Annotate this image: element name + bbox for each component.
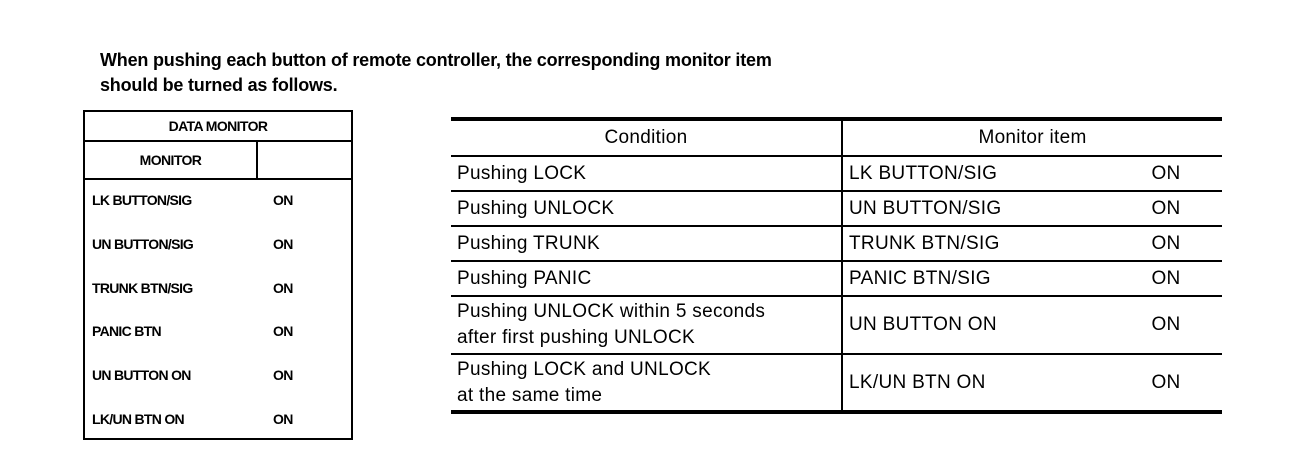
monitor-item-name: PANIC BTN (92, 323, 161, 340)
monitor-item-cell: LK/UN BTN ON (842, 354, 1151, 412)
condition-cell: Pushing TRUNK (451, 226, 842, 261)
data-monitor-header (85, 142, 351, 180)
table-row (451, 156, 1222, 191)
monitor-item-value: ON (273, 323, 293, 340)
monitor-value-cell: ON (1151, 296, 1222, 354)
monitor-row (85, 397, 351, 441)
monitor-item-cell: UN BUTTON ON (842, 296, 1151, 354)
monitor-item-value: ON (273, 367, 293, 384)
condition-line-2: at the same time (457, 384, 603, 406)
monitor-row (85, 266, 351, 310)
intro-line-2: should be turned as follows. (100, 75, 338, 95)
table-row (451, 261, 1222, 296)
monitor-column-label: MONITOR (85, 142, 258, 178)
monitor-value-cell: ON (1151, 156, 1222, 191)
monitor-item-cell: PANIC BTN/SIG (842, 261, 1151, 296)
monitor-row (85, 353, 351, 397)
condition-line-1: Pushing LOCK and UNLOCK (457, 358, 712, 380)
monitor-item-name: LK/UN BTN ON (92, 410, 184, 427)
monitor-value-cell: ON (1151, 226, 1222, 261)
monitor-item-cell: LK BUTTON/SIG (842, 156, 1151, 191)
condition-cell: Pushing LOCK (451, 156, 842, 191)
data-monitor-screen (83, 110, 353, 440)
monitor-item-name: TRUNK BTN/SIG (92, 279, 193, 296)
monitor-item-value: ON (273, 192, 293, 208)
condition-line-2: after first pushing UNLOCK (457, 327, 695, 348)
monitor-item-cell: UN BUTTON/SIG (842, 191, 1151, 226)
table-row (451, 226, 1222, 261)
data-monitor-rows (85, 178, 351, 441)
condition-column-header: Condition (451, 119, 842, 156)
condition-line-1: Pushing UNLOCK within 5 seconds (457, 301, 766, 322)
condition-cell: Pushing PANIC (451, 261, 842, 296)
monitor-item-value: ON (273, 235, 293, 252)
monitor-row (85, 222, 351, 266)
condition-cell (451, 354, 842, 412)
monitor-row (85, 309, 351, 353)
table-header-row (451, 119, 1222, 156)
monitor-item-name: LK BUTTON/SIG (92, 192, 192, 208)
monitor-value-cell: ON (1151, 261, 1222, 296)
condition-cell (451, 296, 842, 354)
monitor-item-name: UN BUTTON ON (92, 367, 191, 384)
monitor-value-cell: ON (1151, 191, 1222, 226)
condition-cell: Pushing UNLOCK (451, 191, 842, 226)
monitor-item-cell: TRUNK BTN/SIG (842, 226, 1151, 261)
table-row (451, 191, 1222, 226)
monitor-row (85, 178, 351, 222)
monitor-item-name: UN BUTTON/SIG (92, 235, 194, 252)
data-monitor-title: DATA MONITOR (85, 112, 351, 142)
intro-text (100, 48, 1000, 98)
monitor-item-column-header: Monitor item (842, 119, 1222, 156)
monitor-item-value: ON (273, 410, 293, 427)
table-row (451, 354, 1222, 412)
table-row (451, 296, 1222, 354)
monitor-value-cell: ON (1151, 354, 1222, 412)
intro-line-1: When pushing each button of remote controller, the corresponding monitor item (100, 50, 772, 70)
condition-table (451, 117, 1222, 414)
monitor-item-value: ON (273, 279, 293, 296)
